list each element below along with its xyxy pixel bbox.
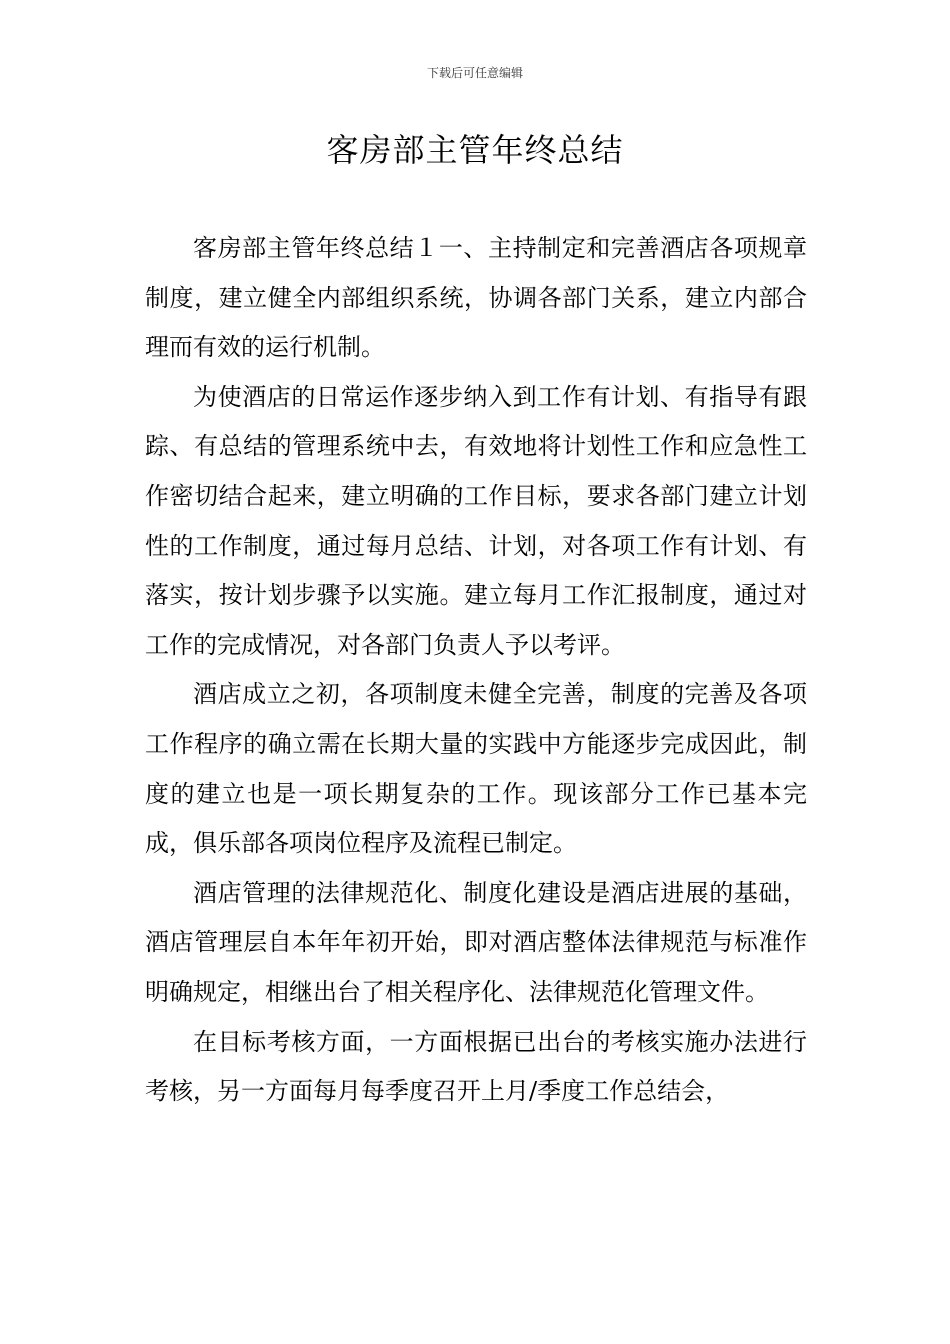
paragraph-3: 酒店成立之初，各项制度未健全完善，制度的完善及各项工作程序的确立需在长期大量的实践中方能逐步完成因此，制度的建立也是一项长期复杂的工作。现该部分工作已基本完成，俱乐部各项岗位程序及流程已制定。 [145, 680, 807, 858]
document-title: 客房部主管年终总结 [326, 131, 624, 169]
paragraph-2: 为使酒店的日常运作逐步纳入到工作有计划、有指导有跟踪、有总结的管理系统中去，有效地将计划性工作和应急性工作密切结合起来，建立明确的工作目标，要求各部门建立计划性的工作制度，通过每月总结、计划，对各项工作有计划、有落实，按计划步骤予以实施。建立每月工作汇报制度，通过对工作的完成情况，对各部门负责人予以考评。 [145, 382, 807, 659]
paragraph-1: 客房部主管年终总结１一、主持制定和完善酒店各项规章制度，建立健全内部组织系统，协调各部门关系，建立内部合理而有效的运行机制。 [145, 234, 807, 362]
document-body [145, 224, 807, 1117]
header-watermark: 下载后可任意编辑 [426, 66, 523, 80]
paragraph-5: 在目标考核方面，一方面根据已出台的考核实施办法进行考核，另一方面每月每季度召开上月/季度工作总结会， [145, 1027, 807, 1106]
paragraph-4: 酒店管理的法律规范化、制度化建设是酒店进展的基础，酒店管理层自本年年初开始，即对酒店整体法律规范与标准作明确规定，相继出台了相关程序化、法律规范化管理文件。 [145, 878, 807, 1006]
